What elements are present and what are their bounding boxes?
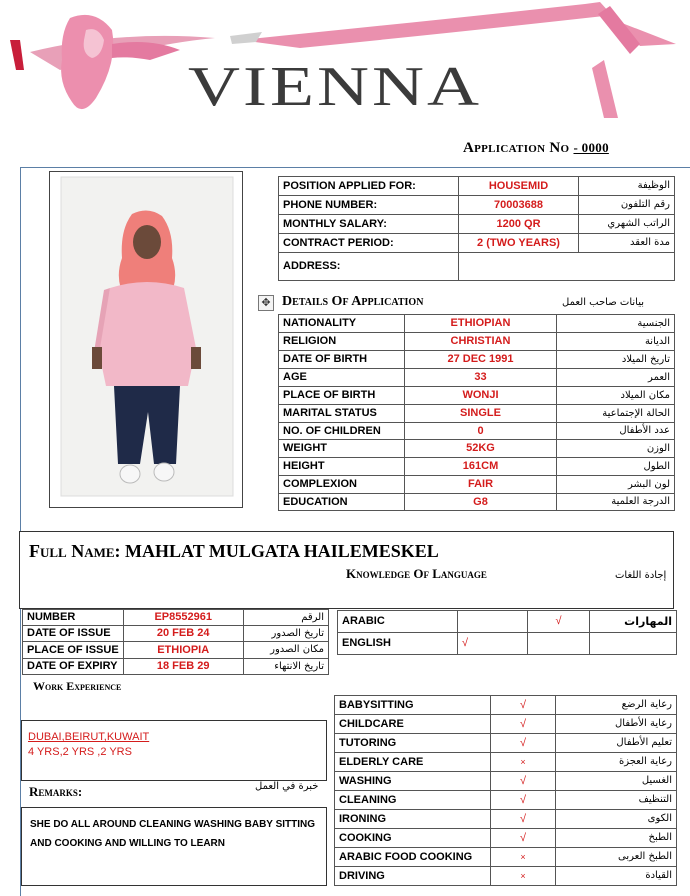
table-row — [279, 177, 675, 196]
position-value: HOUSEMID — [459, 177, 579, 196]
marital-label: MARITAL STATUS — [279, 405, 405, 423]
applicant-photo-image — [50, 172, 242, 507]
marital-ar: الحالة الإجتماعية — [557, 405, 675, 423]
table-row — [279, 196, 675, 215]
table-row — [335, 867, 677, 886]
applicant-photo — [49, 171, 243, 508]
skill-mark: √ — [491, 772, 556, 791]
pob-value: WONJI — [405, 387, 557, 405]
age-value: 33 — [405, 369, 557, 387]
skill-ar: التنظيف — [556, 791, 677, 810]
height-label: HEIGHT — [279, 458, 405, 476]
table-row — [23, 642, 329, 659]
table-row — [279, 315, 675, 333]
table-row — [279, 387, 675, 405]
table-row — [279, 494, 675, 511]
nationality-label: NATIONALITY — [279, 315, 405, 333]
issue-place-ar: مكان الصدور — [243, 642, 328, 659]
skill-name: IRONING — [335, 810, 491, 829]
remarks-text: SHE DO ALL AROUND CLEANING WASHING BABY SITTING AND COOKING AND WILLING TO LEARN — [30, 819, 316, 849]
dob-ar: تاريخ الميلاد — [557, 351, 675, 369]
height-value: 161CM — [405, 458, 557, 476]
application-number-heading — [463, 140, 609, 157]
age-ar: العمر — [557, 369, 675, 387]
remarks-title: Remarks: — [29, 784, 83, 799]
skill-name: DRIVING — [335, 867, 491, 886]
table-row — [279, 234, 675, 253]
table-row — [279, 333, 675, 351]
skill-name: ARABIC FOOD COOKING — [335, 848, 491, 867]
contract-label: CONTRACT PERIOD: — [279, 234, 459, 253]
work-years: 4 YRS,2 YRS ,2 YRS — [28, 746, 132, 758]
salary-ar: الراتب الشهري — [579, 215, 675, 234]
passport-number-ar: الرقم — [243, 610, 328, 626]
details-title-ar: بيانات صاحب العمل — [562, 297, 644, 308]
language-title: Knowledge Of Language — [346, 566, 487, 581]
language-table — [337, 610, 677, 655]
table-row — [335, 848, 677, 867]
table-row — [335, 829, 677, 848]
work-countries-text: DUBAI,BEIRUT,KUWAIT — [28, 731, 150, 743]
issue-date-ar: تاريخ الصدور — [243, 626, 328, 642]
weight-label: WEIGHT — [279, 440, 405, 458]
issue-date-value: 20 FEB 24 — [123, 626, 243, 642]
issue-place-label: PLACE OF ISSUE — [23, 642, 124, 659]
table-row — [335, 753, 677, 772]
language-cell — [528, 633, 590, 655]
skill-name: CHILDCARE — [335, 715, 491, 734]
expiry-date-ar: تاريخ الانتهاء — [243, 659, 328, 675]
salary-label: MONTHLY SALARY: — [279, 215, 459, 234]
table-row — [338, 611, 677, 633]
weight-value: 52KG — [405, 440, 557, 458]
skill-ar: الطبخ العربى — [556, 848, 677, 867]
contract-value: 2 (TWO YEARS) — [459, 234, 579, 253]
skill-mark: × — [491, 848, 556, 867]
skill-mark: √ — [491, 791, 556, 810]
skill-ar: القيادة — [556, 867, 677, 886]
children-value: 0 — [405, 423, 557, 440]
table-row — [279, 458, 675, 476]
complexion-ar: لون البشر — [557, 476, 675, 494]
issue-date-label: DATE OF ISSUE — [23, 626, 124, 642]
skill-mark: √ — [491, 734, 556, 753]
work-experience-ar: خبرة في العمل — [255, 781, 319, 792]
skill-ar: تعليم الأطفال — [556, 734, 677, 753]
dob-value: 27 DEC 1991 — [405, 351, 557, 369]
work-countries — [28, 731, 149, 743]
table-row — [335, 772, 677, 791]
application-number-value: - 0000 — [573, 140, 609, 155]
skill-name: ELDERLY CARE — [335, 753, 491, 772]
dob-label: DATE OF BIRTH — [279, 351, 405, 369]
skill-ar: رعاية العجزة — [556, 753, 677, 772]
skill-name: CLEANING — [335, 791, 491, 810]
table-row — [335, 810, 677, 829]
skills-ar-header: المهارات — [590, 611, 677, 633]
children-ar: عدد الأطفال — [557, 423, 675, 440]
expiry-date-label: DATE OF EXPIRY — [23, 659, 124, 675]
position-ar: الوظيفة — [579, 177, 675, 196]
table-row — [279, 423, 675, 440]
passport-number-label: NUMBER — [23, 610, 124, 626]
religion-value: CHRISTIAN — [405, 333, 557, 351]
phone-label: PHONE NUMBER: — [279, 196, 459, 215]
skill-mark: √ — [491, 696, 556, 715]
marital-value: SINGLE — [405, 405, 557, 423]
address-label: ADDRESS: — [279, 253, 459, 281]
logo-text: VIENNA — [188, 54, 482, 118]
nationality-ar: الجنسية — [557, 315, 675, 333]
full-name: Full Name: MAHLAT MULGATA HAILEMESKEL — [29, 541, 439, 561]
position-label: POSITION APPLIED FOR: — [279, 177, 459, 196]
language-cell — [458, 611, 528, 633]
skill-mark: √ — [491, 715, 556, 734]
weight-ar: الوزن — [557, 440, 675, 458]
table-row — [23, 610, 329, 626]
skill-mark: √ — [491, 810, 556, 829]
phone-value: 70003688 — [459, 196, 579, 215]
table-move-handle-icon[interactable]: ✥ — [258, 295, 274, 311]
language-arabic-mark: √ — [528, 611, 590, 633]
table-row — [279, 215, 675, 234]
expiry-date-value: 18 FEB 29 — [123, 659, 243, 675]
skill-name: BABYSITTING — [335, 696, 491, 715]
table-row — [23, 659, 329, 675]
details-table — [278, 314, 675, 511]
position-table — [278, 176, 675, 281]
passport-number-value: EP8552961 — [123, 610, 243, 626]
table-row — [279, 440, 675, 458]
table-row — [279, 253, 675, 281]
table-row — [335, 791, 677, 810]
skill-name: TUTORING — [335, 734, 491, 753]
details-title: Details Of Application — [282, 294, 424, 309]
skill-ar: الغسيل — [556, 772, 677, 791]
table-row — [335, 734, 677, 753]
table-row — [279, 369, 675, 387]
table-row — [338, 633, 677, 655]
issue-place-value: ETHIOPIA — [123, 642, 243, 659]
skill-ar: الكوى — [556, 810, 677, 829]
pob-ar: مكان الميلاد — [557, 387, 675, 405]
table-row — [335, 696, 677, 715]
header-banner — [0, 0, 690, 130]
application-number-label: Application No — [463, 140, 570, 156]
pob-label: PLACE OF BIRTH — [279, 387, 405, 405]
skill-ar: رعاية الرضع — [556, 696, 677, 715]
height-ar: الطول — [557, 458, 675, 476]
skill-name: COOKING — [335, 829, 491, 848]
religion-ar: الديانة — [557, 333, 675, 351]
language-cell — [590, 633, 677, 655]
phone-ar: رقم التلفون — [579, 196, 675, 215]
skill-ar: رعاية الأطفال — [556, 715, 677, 734]
language-arabic: ARABIC — [338, 611, 458, 633]
complexion-value: FAIR — [405, 476, 557, 494]
skill-mark: √ — [491, 829, 556, 848]
nationality-value: ETHIOPIAN — [405, 315, 557, 333]
age-label: AGE — [279, 369, 405, 387]
table-row — [279, 351, 675, 369]
passport-table — [22, 609, 329, 675]
language-english-mark: √ — [458, 633, 528, 655]
education-value: G8 — [405, 494, 557, 511]
table-row — [279, 405, 675, 423]
skill-mark: × — [491, 867, 556, 886]
education-label: EDUCATION — [279, 494, 405, 511]
skill-name: WASHING — [335, 772, 491, 791]
religion-label: RELIGION — [279, 333, 405, 351]
work-experience-title: Work Experience — [33, 679, 122, 693]
education-ar: الدرجة العلمية — [557, 494, 675, 511]
language-title-ar: إجادة اللغات — [615, 570, 667, 581]
address-value — [459, 253, 675, 281]
language-english: ENGLISH — [338, 633, 458, 655]
table-row — [335, 715, 677, 734]
contract-ar: مدة العقد — [579, 234, 675, 253]
table-row — [279, 476, 675, 494]
skill-ar: الطبخ — [556, 829, 677, 848]
children-label: NO. OF CHILDREN — [279, 423, 405, 440]
skill-mark: × — [491, 753, 556, 772]
salary-value: 1200 QR — [459, 215, 579, 234]
table-row — [23, 626, 329, 642]
complexion-label: COMPLEXION — [279, 476, 405, 494]
skills-table — [334, 695, 677, 886]
